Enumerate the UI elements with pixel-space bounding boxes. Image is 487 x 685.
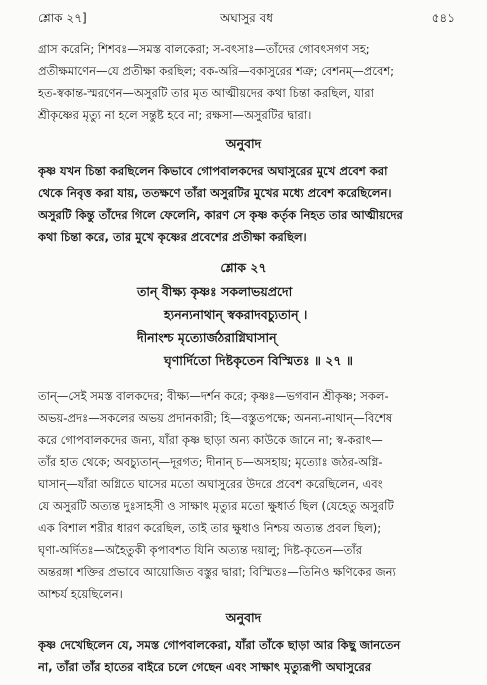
header-verse-ref: শ্লোক ২৭]	[38, 11, 87, 25]
synonym-line: করে গোপবালকদের জন্য, যাঁরা কৃষ্ণ ছাড়া অন্য কাউকে জানে না; স্ব-করাৎ—	[38, 433, 383, 447]
verse-heading: শ্লোক ২৭	[220, 260, 267, 275]
synonym-line: শ্রীকৃষ্ণের মৃত্যু না হলে সন্তুষ্ট হবে না; রক্ষসা—অসুরটির দ্বারা।	[38, 108, 312, 122]
synonyms-top	[38, 38, 450, 126]
translation-line: কৃষ্ণ দেখেছিলেন যে, সমস্ত গোপবালকেরা, যাঁরা তাঁকে ছাড়া আর কিছু জানতেন	[38, 638, 401, 652]
verse-line: ঘৃণার্দিতো দিষ্টকৃতেন বিস্মিতঃ ॥ ২৭ ॥	[164, 353, 353, 368]
synonym-line: অভয়-প্রদঃ—সকলের অভয় প্রদানকারী; হি—বস্তুতপক্ষে; অনন্য-নাথান্—বিশেষ	[38, 411, 393, 425]
verse-line: দীনাংশ্চ মৃত্যোর্জঠরাগ্নিঘাসান্	[137, 330, 277, 345]
translation-line: কথা চিন্তা করে, তার মুখে কৃষ্ণের প্রবেশের প্রতীক্ষা করছিল।	[38, 230, 307, 244]
synonym-line: গ্রাস করেনি; শিশবঃ—সমস্ত বালকেরা; স-বৎসাঃ—তাঁদের গোবৎসগণ সহ;	[38, 42, 370, 56]
synonym-line: যে অসুরটি অত্যন্ত দুঃসাহসী ও সাক্ষাৎ মৃত্যুর মতো ক্ষুধার্ত ছিল (যেহেতু অসুরটি	[38, 499, 394, 513]
verse-line: তান্ বীক্ষ্য কৃষ্ণঃ সকলাভয়প্রদো	[137, 284, 293, 299]
translation-line: অসুরটি কিন্তু তাঁদের গিলে ফেলেনি, কারণ সে কৃষ্ণ কর্তৃক নিহত তার আত্মীয়দের	[38, 208, 403, 222]
translation-text	[38, 634, 450, 678]
translation-heading: অনুবাদ	[225, 136, 262, 151]
header-page-number: ৫৪১	[431, 11, 455, 25]
synonym-line: তাঁর হাত থেকে; অবচ্যুতান্—দূরগত; দীনান্ চ—অসহায়; মৃত্যোঃ জঠর-অগ্নি-	[38, 455, 383, 469]
header-chapter-title: অঘাসুর বধ	[219, 11, 274, 25]
synonym-line: প্রতীক্ষমাণেন—যে প্রতীক্ষা করছিল; বক-অরি—বকাসুরের শত্রু; বেশনম্—প্রবেশ;	[38, 64, 395, 78]
synonym-line: ঘৃণা-অর্দিতঃ—অহৈতুকী কৃপাবশত যিনি অত্যন্ত দয়ালু; দিষ্ট-কৃতেন—তাঁর	[38, 543, 363, 557]
translation-line: থেকে নিবৃত্ত করা যায়, ততক্ষণে তাঁরা অসুরটির মুখের মধ্যে প্রবেশ করেছিলেন।	[38, 186, 392, 200]
synonym-line: এক বিশাল শরীর ধারণ করেছিল, তাই তার ক্ষুধাও নিশ্চয় অত্যন্ত প্রবল ছিল);	[38, 521, 382, 535]
verse-line: হ্যনন্যনাথান্ স্বকরাদবচ্যুতান্ ।	[164, 307, 308, 322]
translation-text	[38, 160, 450, 248]
synonym-line: হত-স্বকান্ত-স্মরণেন—অসুরটি তার মৃত আত্মীয়দের কথা চিন্তা করছিল, যারা	[38, 86, 374, 100]
page-header	[38, 10, 455, 28]
synonyms-verse	[38, 385, 450, 605]
synonym-line: আশ্চর্য হয়েছিলেন।	[38, 587, 123, 601]
synonym-line: অন্তরঙ্গা শক্তির প্রভাবে আয়োজিত বস্তুর দ্বারা; বিস্মিতঃ—তিনিও ক্ষণিকের জন্য	[38, 565, 396, 579]
translation-line: না, তাঁরা তাঁর হাতের বাইরে চলে গেছেন এবং সাক্ষাৎ মৃত্যুরূপী অঘাসুরের	[38, 660, 372, 674]
synonym-line: তান্—সেই সমস্ত বালকদের; বীক্ষ্য—দর্শন করে; কৃষ্ণঃ—ভগবান শ্রীকৃষ্ণ; সকল-	[38, 389, 389, 403]
translation-heading: অনুবাদ	[225, 610, 262, 625]
synonym-line: ঘাসান্—যাঁরা অগ্নিতে ঘাসের মতো অঘাসুরের উদরে প্রবেশ করেছিলেন, এবং	[38, 477, 383, 491]
translation-line: কৃষ্ণ যখন চিন্তা করছিলেন কিভাবে গোপবালকদের অঘাসুরের মুখে প্রবেশ করা	[38, 164, 388, 178]
